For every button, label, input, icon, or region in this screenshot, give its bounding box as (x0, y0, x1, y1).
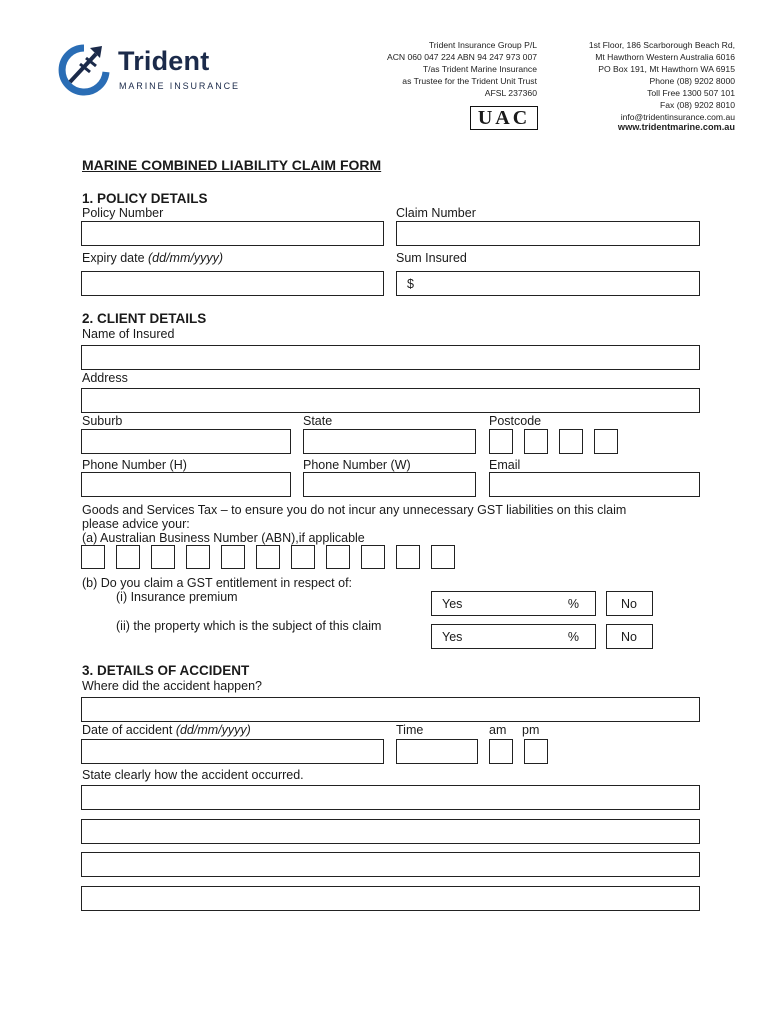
state-field[interactable] (303, 429, 476, 454)
phone-h-label: Phone Number (H) (82, 458, 187, 472)
property-yes-percent-field[interactable] (431, 624, 596, 649)
phone-h-field[interactable] (81, 472, 291, 497)
currency-symbol: $ (407, 276, 414, 291)
expiry-date-format: (dd/mm/yyyy) (148, 251, 224, 265)
claim-number-field[interactable] (396, 221, 700, 246)
property-label: (ii) the property which is the subject of this claim (116, 619, 382, 633)
postcode-label: Postcode (489, 414, 542, 428)
trident-logo (56, 40, 246, 100)
trident-emblem-icon (56, 42, 112, 96)
address-line: Fax (08) 9202 8010 (659, 100, 735, 110)
sum-insured-field[interactable] (396, 271, 700, 296)
phone-w-field[interactable] (303, 472, 476, 497)
form-title: MARINE COMBINED LIABILITY CLAIM FORM (82, 157, 382, 173)
abn-digit-box[interactable] (186, 545, 210, 569)
accident-description-line[interactable] (81, 852, 700, 877)
am-label: am (489, 723, 507, 737)
gst-claim-label: (b) Do you claim a GST entitlement in respect of: (82, 576, 353, 590)
accident-date-label (82, 723, 251, 737)
policy-number-field[interactable] (81, 221, 384, 246)
email-label: Email (489, 458, 521, 472)
address-line: info@tridentinsurance.com.au (620, 112, 735, 122)
accident-date-format: (dd/mm/yyyy) (175, 723, 251, 737)
section-heading-policy: 1. POLICY DETAILS (82, 191, 208, 206)
claim-number-label: Claim Number (396, 206, 476, 220)
abn-digit-box[interactable] (256, 545, 280, 569)
accident-location-field[interactable] (81, 697, 700, 722)
address-line: PO Box 191, Mt Hawthorn WA 6915 (598, 64, 735, 74)
am-checkbox[interactable] (489, 739, 513, 764)
policy-number-label: Policy Number (82, 206, 164, 220)
website: www.tridentmarine.com.au (617, 122, 735, 132)
section-heading-accident: 3. DETAILS OF ACCIDENT (82, 663, 250, 678)
pm-checkbox[interactable] (524, 739, 548, 764)
premium-no-option[interactable] (606, 591, 653, 616)
abn-digit-box[interactable] (221, 545, 245, 569)
accident-description-label: State clearly how the accident occurred. (82, 768, 304, 782)
abn-digit-box[interactable] (291, 545, 315, 569)
company-line: Trident Insurance Group P/L (428, 40, 537, 50)
gst-info-line1: Goods and Services Tax – to ensure you do not incur any unnecessary GST liabilities on this claim (82, 503, 627, 517)
accident-description-line[interactable] (81, 886, 700, 911)
email-field[interactable] (489, 472, 700, 497)
brand-tagline: MARINE INSURANCE (119, 81, 240, 91)
accident-description-line[interactable] (81, 785, 700, 810)
sum-insured-label: Sum Insured (396, 251, 467, 265)
no-label: No (621, 629, 637, 644)
address-line: Mt Hawthorn Western Australia 6016 (595, 52, 735, 62)
accident-time-field[interactable] (396, 739, 478, 764)
address-label: Address (82, 371, 128, 385)
insurance-premium-label: (i) Insurance premium (116, 590, 238, 604)
company-line: as Trustee for the Trident Unit Trust (402, 76, 537, 86)
accident-date-field[interactable] (81, 739, 384, 764)
percent-label: % (567, 629, 579, 644)
address-field[interactable] (81, 388, 700, 413)
address-line: Phone (08) 9202 8000 (649, 76, 735, 86)
no-label: No (621, 596, 637, 611)
name-of-insured-label: Name of Insured (82, 327, 175, 341)
accident-description-line[interactable] (81, 819, 700, 844)
property-no-option[interactable] (606, 624, 653, 649)
yes-label: Yes (442, 629, 463, 644)
expiry-date-field[interactable] (81, 271, 384, 296)
company-line: AFSL 237360 (484, 88, 537, 98)
accident-date-text: Date of accident (82, 723, 176, 737)
yes-label: Yes (442, 596, 463, 611)
pm-label: pm (522, 723, 540, 737)
abn-digit-box[interactable] (431, 545, 455, 569)
address-line: Toll Free 1300 507 101 (647, 88, 735, 98)
percent-label: % (567, 596, 579, 611)
abn-digit-box[interactable] (326, 545, 350, 569)
expiry-date-text: Expiry date (82, 251, 149, 265)
company-line: ACN 060 047 224 ABN 94 247 973 007 (386, 52, 537, 62)
uac-badge: UAC (470, 106, 538, 130)
gst-info-line2: please advice your: (82, 517, 190, 531)
abn-digit-box[interactable] (151, 545, 175, 569)
time-label: Time (396, 723, 424, 737)
postcode-digit-box[interactable] (594, 429, 618, 454)
postcode-digit-box[interactable] (489, 429, 513, 454)
accident-location-label: Where did the accident happen? (82, 679, 262, 693)
abn-label: (a) Australian Business Number (ABN),if applicable (82, 531, 365, 545)
section-heading-client: 2. CLIENT DETAILS (82, 311, 207, 326)
expiry-date-label (82, 251, 223, 265)
phone-w-label: Phone Number (W) (303, 458, 411, 472)
abn-digit-box[interactable] (396, 545, 420, 569)
brand-name: Trident (118, 46, 210, 76)
abn-digit-box[interactable] (81, 545, 105, 569)
address-line: 1st Floor, 186 Scarborough Beach Rd, (588, 40, 735, 50)
suburb-field[interactable] (81, 429, 291, 454)
suburb-label: Suburb (82, 414, 123, 428)
postcode-digit-box[interactable] (559, 429, 583, 454)
name-of-insured-field[interactable] (81, 345, 700, 370)
postcode-digit-box[interactable] (524, 429, 548, 454)
company-line: T/as Trident Marine Insurance (422, 64, 537, 74)
abn-digit-box[interactable] (361, 545, 385, 569)
state-label: State (303, 414, 333, 428)
premium-yes-percent-field[interactable] (431, 591, 596, 616)
abn-digit-box[interactable] (116, 545, 140, 569)
